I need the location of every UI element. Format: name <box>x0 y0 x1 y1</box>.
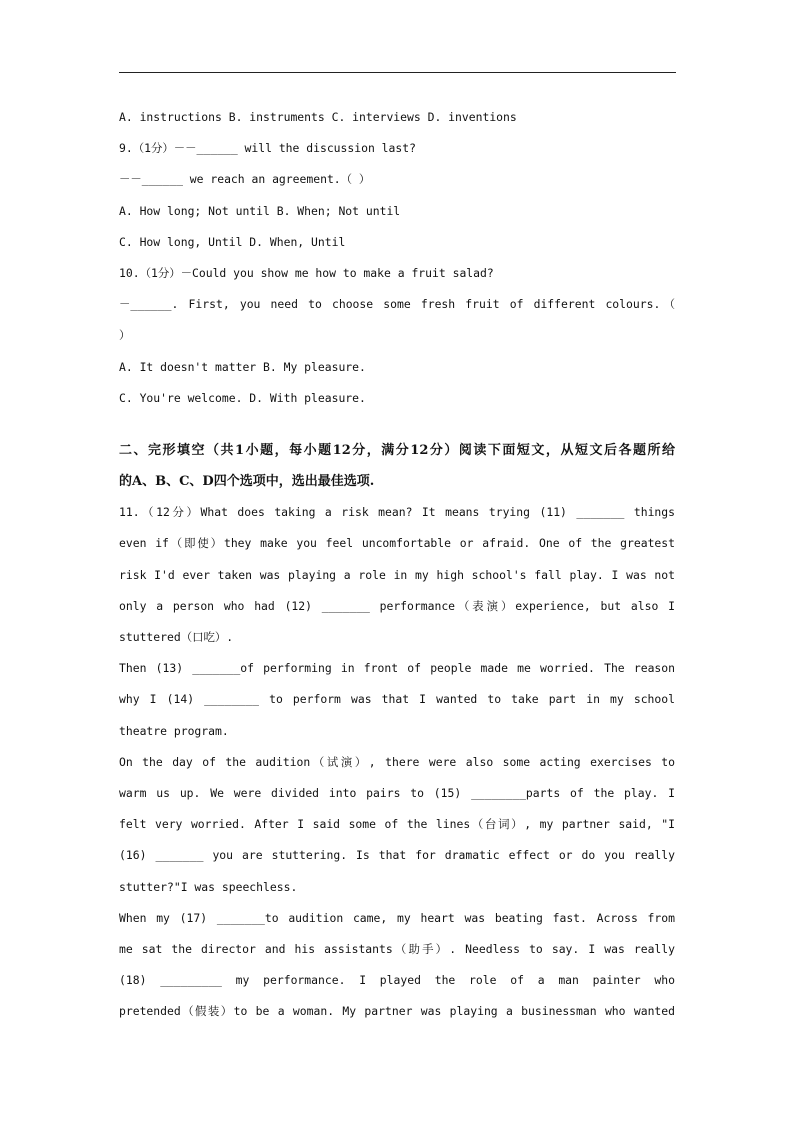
passage-line: pretended（假装）to be a woman. My partner was playing a businessman who wanted <box>119 1004 675 1019</box>
section-heading-line1: 二、完形填空（共1小题，每小题12分，满分12分）阅读下面短文，从短文后各题所给 <box>119 442 675 458</box>
q9-stem: 9.（1分）－－______ will the discussion last? <box>119 141 416 156</box>
passage-line: Then (13) _______of performing in front of people made me worried. The reason <box>119 661 675 676</box>
q9-options-ab: A. How long; Not until B. When; Not until <box>119 203 401 218</box>
passage-line: On the day of the audition（试演）, there were also some acting exercises to <box>119 754 675 769</box>
q10-options-ab: A. It doesn't matter B. My pleasure. <box>119 359 366 374</box>
passage-line: only a person who had (12) _______ performance（表演）experience, but also I <box>119 598 675 613</box>
q10-stem: 10.（1分）－Could you show me how to make a fruit salad? <box>119 265 494 280</box>
passage-line: 11.（12分）What does taking a risk mean? It means trying (11) _______ things <box>119 505 675 520</box>
q10-response-bracket: ） <box>119 328 131 343</box>
section-heading-line2: 的A、B、C、D四个选项中，选出最佳选项. <box>119 474 375 490</box>
passage-line: (16) _______ you are stuttering. Is that for dramatic effect or do you really <box>119 848 675 863</box>
q10-options-cd: C. You're welcome. D. With pleasure. <box>119 390 366 405</box>
exam-page <box>119 102 675 1027</box>
passage-line: stutter?"I was speechless. <box>119 879 298 894</box>
section-gap <box>119 414 675 435</box>
passage-line: (18) _________ my performance. I played the role of a man painter who <box>119 973 675 988</box>
q10-response: －______. First, you need to choose some fresh fruit of different colours.（ <box>119 297 675 312</box>
q8-options: A. instructions B. instruments C. interviews D. inventions <box>119 110 517 124</box>
passage-line: warm us up. We were divided into pairs to (15) ________parts of the play. I <box>119 785 675 800</box>
passage-line: theatre program. <box>119 723 229 738</box>
q9-response: －－______ we reach an agreement.（ ） <box>119 172 371 187</box>
passage-line: even if（即使）they make you feel uncomfortable or afraid. One of the greatest <box>119 536 675 551</box>
passage-line: me sat the director and his assistants（助手）. Needless to say. I was really <box>119 941 675 956</box>
passage-line: stuttered（口吃）. <box>119 630 234 644</box>
q9-options-cd: C. How long, Until D. When, Until <box>119 234 346 249</box>
passage-line: felt very worried. After I said some of the lines（台词）, my partner said, "I <box>119 817 675 832</box>
header-rule <box>119 72 676 73</box>
passage-line: When my (17) _______to audition came, my heart was beating fast. Across from <box>119 910 675 925</box>
passage-line: why I (14) ________ to perform was that I wanted to take part in my school <box>119 692 675 707</box>
passage-line: risk I'd ever taken was playing a role in my high school's fall play. I was not <box>119 567 675 582</box>
